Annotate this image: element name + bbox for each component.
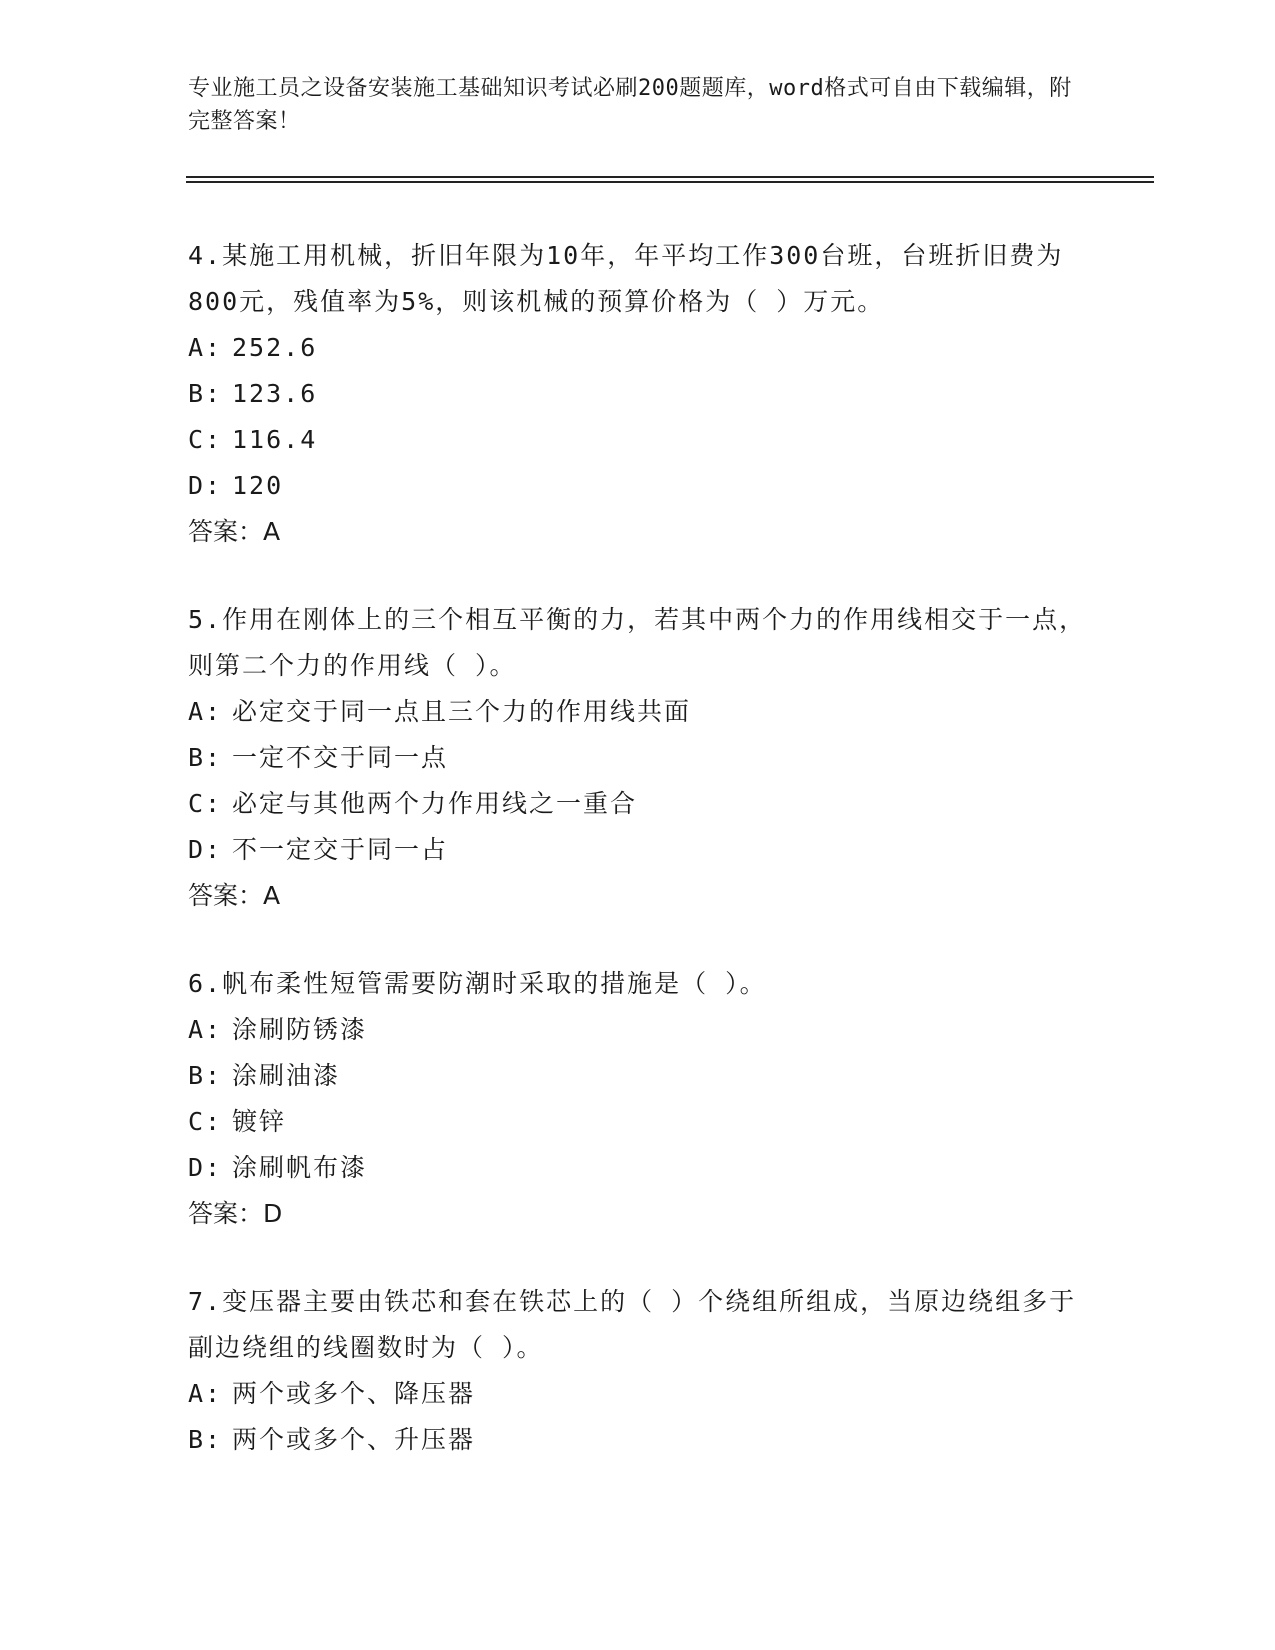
option-text: 涂刷油漆 [232,1061,341,1090]
option-b [188,1053,1088,1099]
option-text: 不一定交于同一占 [232,835,449,864]
option-d [188,1145,1088,1191]
option-text: 必定与其他两个力作用线之一重合 [232,789,638,818]
option-label: C: [188,425,223,454]
question-stem: 6.帆布柔性短管需要防潮时采取的措施是（ ）。 [188,969,767,998]
header-rule-top [186,176,1154,178]
option-c [188,781,1088,827]
question-stem: 4.某施工用机械，折旧年限为10年，年平均工作300台班，台班折旧费为800元，残值率为5%，则该机械的预算价格为（ ）万元。 [188,241,1064,316]
question-list [188,233,1088,1505]
option-text: 涂刷防锈漆 [232,1015,368,1044]
question-6 [188,961,1088,1237]
option-d [188,463,1088,509]
option-b [188,1417,1088,1463]
option-text: 123.6 [232,379,318,408]
question-5 [188,597,1088,919]
option-text: 一定不交于同一点 [232,743,449,772]
option-label: A: [188,697,223,726]
option-b [188,735,1088,781]
option-text: 必定交于同一点且三个力的作用线共面 [232,697,692,726]
document-header: 专业施工员之设备安装施工基础知识考试必刷200题题库，word格式可自由下载编辑，附完整答案！ [188,76,1072,134]
answer-line: 答案：D [188,1199,283,1228]
option-label: C: [188,789,223,818]
option-b [188,371,1088,417]
option-text: 两个或多个、降压器 [232,1379,476,1408]
option-a [188,689,1088,735]
option-label: D: [188,471,223,500]
option-text: 252.6 [232,333,318,362]
option-label: B: [188,1061,223,1090]
option-text: 116.4 [232,425,318,454]
option-c [188,1099,1088,1145]
option-d [188,827,1088,873]
option-text: 120 [232,471,284,500]
header-rule-bottom [186,181,1154,183]
option-c [188,417,1088,463]
option-label: A: [188,1015,223,1044]
answer-line: 答案：A [188,517,281,546]
option-text: 镀锌 [232,1107,287,1136]
option-label: A: [188,333,223,362]
option-label: B: [188,1425,223,1454]
option-label: D: [188,1153,223,1182]
option-label: D: [188,835,223,864]
option-label: B: [188,379,223,408]
option-text: 涂刷帆布漆 [232,1153,368,1182]
question-7 [188,1279,1088,1463]
question-4 [188,233,1088,555]
option-text: 两个或多个、升压器 [232,1425,476,1454]
option-label: B: [188,743,223,772]
option-a [188,325,1088,371]
option-label: A: [188,1379,223,1408]
answer-line: 答案：A [188,881,281,910]
option-a [188,1371,1088,1417]
option-label: C: [188,1107,223,1136]
question-stem: 7.变压器主要由铁芯和套在铁芯上的（ ）个绕组所组成，当原边绕组多于副边绕组的线圈数时为（ ）。 [188,1287,1077,1362]
option-a [188,1007,1088,1053]
question-stem: 5.作用在刚体上的三个相互平衡的力，若其中两个力的作用线相交于一点，则第二个力的作用线（ ）。 [188,605,1087,680]
